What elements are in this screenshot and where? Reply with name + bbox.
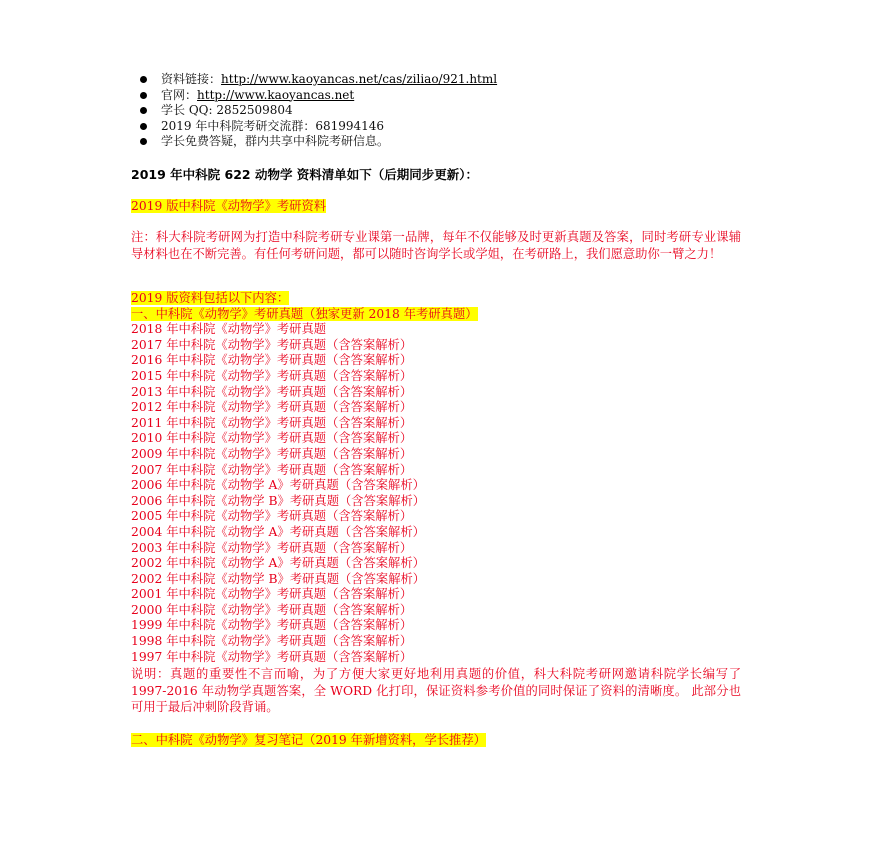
exam-list-item: 2013 年中科院《动物学》考研真题（含答案解析）	[131, 384, 413, 399]
bullet-item-qq	[140, 103, 497, 119]
exam-list-item: 2005 年中科院《动物学》考研真题（含答案解析）	[131, 509, 413, 524]
exam-list-item: 2017 年中科院《动物学》考研真题（含答案解析）	[131, 337, 413, 352]
bullet-item-resource-link	[140, 72, 497, 88]
exam-list-item: 2011 年中科院《动物学》考研真题（含答案解析）	[131, 415, 413, 430]
resource-link[interactable]: http://www.kaoyancas.net/cas/ziliao/921.html	[221, 72, 498, 86]
exam-list-item: 1999 年中科院《动物学》考研真题（含答案解析）	[131, 618, 413, 633]
explanation-paragraph: 说明：真题的重要性不言而喻，为了方便大家更好地利用真题的价值，科大科院考研网邀请科院学长编写了 1997-2016 年动物学真题答案，全 WORD 化打印，保证资料参考价值的同时保证了资料的清晰度。 此部分也可用于最后冲刺阶段背诵。	[131, 667, 741, 715]
section-title-block	[131, 196, 326, 214]
exam-list-item: 2009 年中科院《动物学》考研真题（含答案解析）	[131, 446, 413, 461]
exam-list-item: 2000 年中科院《动物学》考研真题（含答案解析）	[131, 602, 413, 617]
bullet-item-group	[140, 119, 497, 135]
exam-list	[131, 322, 741, 665]
bullet-label: 资料链接：	[161, 72, 222, 86]
bullet-icon	[140, 107, 147, 114]
bullet-label: 学长 QQ: 2852509804	[161, 103, 293, 117]
website-link[interactable]: http://www.kaoyancas.net	[197, 87, 355, 102]
exam-list-item: 2006 年中科院《动物学 A》考研真题（含答案解析）	[131, 478, 425, 493]
part2-title: 二、中科院《动物学》复习笔记（2019 年新增资料，学长推荐）	[131, 732, 486, 747]
bullet-label: 学长免费答疑，群内共享中科院考研信息。	[161, 134, 390, 148]
exam-list-item: 1998 年中科院《动物学》考研真题（含答案解析）	[131, 634, 413, 649]
exam-list-item: 1997 年中科院《动物学》考研真题（含答案解析）	[131, 649, 413, 664]
exam-list-item: 2002 年中科院《动物学 A》考研真题（含答案解析）	[131, 556, 425, 571]
contact-bullet-list	[140, 72, 497, 150]
bullet-item-qa	[140, 134, 497, 150]
note-block	[131, 229, 741, 262]
bullet-icon	[140, 76, 147, 83]
exam-list-item: 2010 年中科院《动物学》考研真题（含答案解析）	[131, 431, 413, 446]
contents-intro: 2019 版资料包括以下内容：	[131, 291, 290, 305]
exam-list-item: 2012 年中科院《动物学》考研真题（含答案解析）	[131, 400, 413, 415]
bullet-icon	[140, 123, 147, 130]
exam-list-item: 2002 年中科院《动物学 B》考研真题（含答案解析）	[131, 571, 426, 586]
part1-title: 一、中科院《动物学》考研真题（独家更新 2018 年考研真题）	[131, 306, 478, 321]
bullet-item-website	[140, 88, 497, 104]
exam-list-item: 2003 年中科院《动物学》考研真题（含答案解析）	[131, 540, 413, 555]
exam-list-item: 2016 年中科院《动物学》考研真题（含答案解析）	[131, 353, 413, 368]
section-title: 2019 版中科院《动物学》考研资料	[131, 199, 327, 213]
exam-list-item: 2006 年中科院《动物学 B》考研真题（含答案解析）	[131, 493, 426, 508]
bullet-icon	[140, 92, 147, 99]
document-heading: 2019 年中科院 622 动物学 资料清单如下（后期同步更新）：	[131, 167, 479, 182]
exam-list-item: 2015 年中科院《动物学》考研真题（含答案解析）	[131, 368, 413, 383]
bullet-icon	[140, 138, 147, 145]
exam-list-item: 2001 年中科院《动物学》考研真题（含答案解析）	[131, 587, 413, 602]
exam-list-item: 2018 年中科院《动物学》考研真题	[131, 322, 327, 337]
contents-block	[131, 291, 741, 748]
exam-list-item: 2007 年中科院《动物学》考研真题（含答案解析）	[131, 462, 413, 477]
exam-list-item: 2004 年中科院《动物学 A》考研真题（含答案解析）	[131, 524, 425, 539]
note-paragraph: 注：科大科院考研网为打造中科院考研专业课第一品牌，每年不仅能够及时更新真题及答案，同时考研专业课辅导材料也在不断完善。有任何考研问题，都可以随时咨询学长或学姐，在考研路上，我们愿意助你一臂之力！	[131, 230, 741, 261]
bullet-label: 官网：	[161, 87, 198, 102]
bullet-label: 2019 年中科院考研交流群：681994146	[161, 118, 385, 133]
